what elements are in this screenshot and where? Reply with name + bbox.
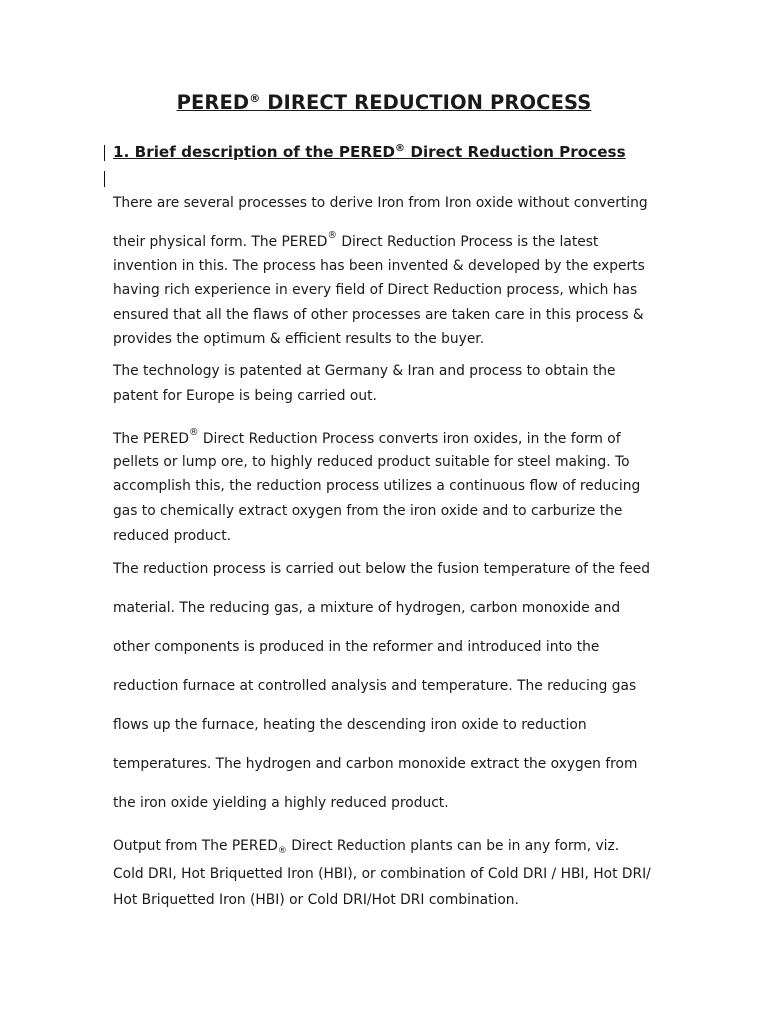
text-line: the iron oxide yielding a highly reduced product. [113, 795, 449, 811]
text-line: The technology is patented at Germany & Iran and process to obtain the [113, 363, 616, 379]
text-line: having rich experience in every field of Direct Reduction process, which has [113, 282, 638, 298]
text-line: material. The reducing gas, a mixture of hydrogen, carbon monoxide and [113, 600, 621, 616]
title-registered-mark: ® [249, 92, 261, 105]
section-heading [113, 143, 626, 161]
text-fragment: Direct Reduction Process is the latest [336, 234, 599, 250]
heading-text-after: Direct Reduction Process [405, 143, 626, 161]
heading-registered-mark: ® [395, 143, 406, 154]
text-line: flows up the furnace, heating the descending iron oxide to reduction [113, 717, 587, 733]
title-text-before: PERED [176, 91, 250, 114]
text-line: invention in this. The process has been invented & developed by the experts [113, 258, 645, 274]
text-line: other components is produced in the reformer and introduced into the [113, 639, 600, 655]
text-line: reduction furnace at controlled analysis and temperature. The reducing gas [113, 678, 637, 694]
registered-mark: ® [277, 846, 287, 856]
text-line: pellets or lump ore, to highly reduced product suitable for steel making. To [113, 454, 630, 470]
text-line: patent for Europe is being carried out. [113, 388, 377, 404]
text-fragment: The PERED [113, 431, 190, 447]
text-line [113, 230, 598, 250]
title-text-after: DIRECT REDUCTION PROCESS [260, 91, 592, 114]
text-line: reduced product. [113, 528, 232, 544]
document-title [0, 91, 768, 114]
text-line: There are several processes to derive Iron from Iron oxide without converting [113, 195, 648, 211]
text-line: Cold DRI, Hot Briquetted Iron (HBI), or combination of Cold DRI / HBI, Hot DRI/ [113, 866, 651, 882]
text-fragment: Direct Reduction plants can be in any form, viz. [286, 838, 620, 854]
text-line: accomplish this, the reduction process utilizes a continuous flow of reducing [113, 478, 641, 494]
text-fragment: Output from The PERED [113, 838, 278, 854]
text-fragment: Direct Reduction Process converts iron oxides, in the form of [198, 431, 621, 447]
text-line: ensured that all the flaws of other processes are taken care in this process & [113, 307, 644, 323]
registered-mark: ® [189, 427, 199, 438]
text-line: The reduction process is carried out below the fusion temperature of the feed [113, 561, 651, 577]
text-line: temperatures. The hydrogen and carbon monoxide extract the oxygen from [113, 756, 638, 772]
text-cursor-mark [104, 145, 105, 161]
text-line [113, 427, 621, 447]
text-line: gas to chemically extract oxygen from the iron oxide and to carburize the [113, 503, 623, 519]
text-line: provides the optimum & efficient results to the buyer. [113, 331, 485, 347]
text-line: Hot Briquetted Iron (HBI) or Cold DRI/Hot DRI combination. [113, 892, 519, 908]
text-cursor-mark [104, 171, 105, 187]
registered-mark: ® [327, 230, 337, 241]
text-line [113, 838, 619, 856]
text-fragment: their physical form. The PERED [113, 234, 328, 250]
heading-text-before: 1. Brief description of the PERED [113, 143, 396, 161]
